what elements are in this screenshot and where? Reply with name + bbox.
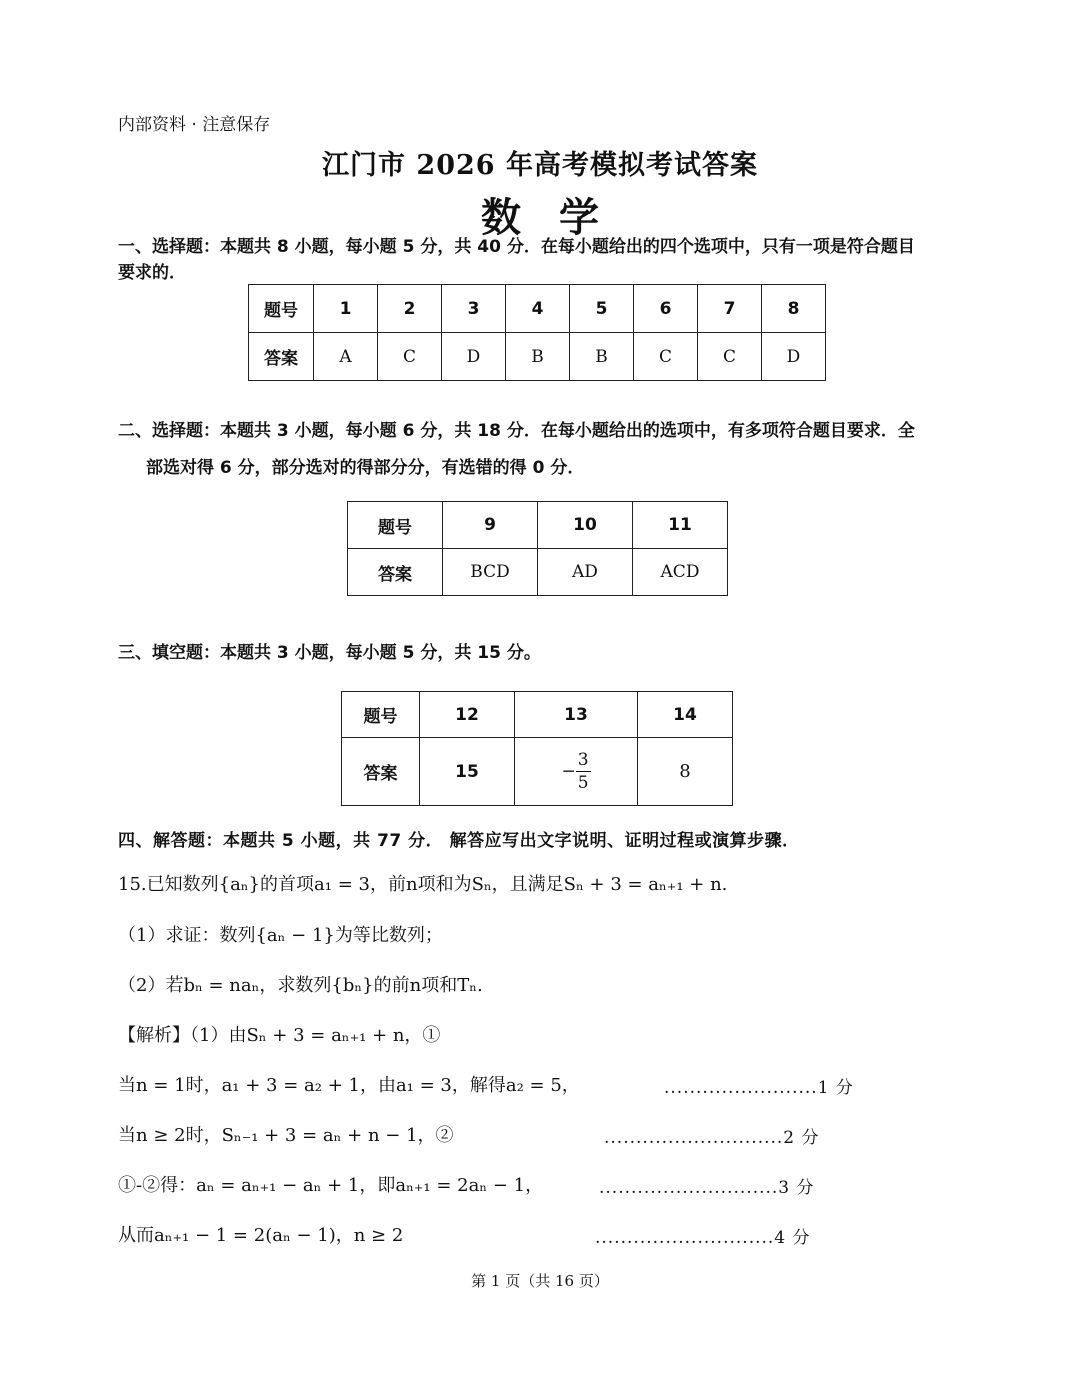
solution-step: 从而aₙ₊₁ − 1 = 2(aₙ − 1)，n ≥ 2	[118, 1225, 404, 1246]
question-number: 7	[698, 285, 762, 333]
fraction-denominator: 5	[577, 773, 589, 793]
problem-15-part1: （1）求证：数列{aₙ − 1}为等比数列；	[118, 925, 443, 946]
answer-cell: C	[634, 333, 698, 381]
solution-intro: 【解析】（1）由Sₙ + 3 = aₙ₊₁ + n，①	[118, 1025, 441, 1046]
answer-cell: D	[762, 333, 826, 381]
section2-answer-table	[347, 501, 728, 596]
answer-cell: B	[570, 333, 634, 381]
solution-step: 当n = 1时，a₁ + 3 = a₂ + 1，由a₁ = 3，解得a₂ = 5，	[118, 1075, 580, 1096]
question-number: 6	[634, 285, 698, 333]
step-score: ........................1 分	[664, 1078, 854, 1098]
answer-cell: 15	[420, 738, 515, 806]
answer-cell: BCD	[443, 549, 538, 596]
question-number: 1	[314, 285, 378, 333]
section3-heading: 三、填空题：本题共 3 小题，每小题 5 分，共 15 分。	[118, 643, 541, 663]
section2-heading: 二、选择题：本题共 3 小题，每小题 6 分，共 18 分．在每小题给出的选项中，有多项符合题目要求．全	[118, 421, 915, 441]
section1-heading-cont: 要求的．	[118, 263, 186, 283]
question-number: 4	[506, 285, 570, 333]
question-number: 10	[538, 502, 633, 549]
question-number: 11	[633, 502, 728, 549]
question-number: 2	[378, 285, 442, 333]
fraction	[576, 749, 591, 794]
question-number: 9	[443, 502, 538, 549]
answer-cell: A	[314, 333, 378, 381]
answer-cell: C	[698, 333, 762, 381]
answer-cell: 8	[638, 738, 733, 806]
question-number: 5	[570, 285, 634, 333]
table-header-number: 题号	[249, 285, 314, 333]
section2-heading-cont: 部选对得 6 分，部分选对的得部分分，有选错的得 0 分．	[146, 458, 585, 478]
answer-cell: C	[378, 333, 442, 381]
page-title: 江门市 2026 年高考模拟考试答案	[322, 150, 758, 181]
header-note: 内部资料 · 注意保存	[118, 115, 271, 135]
step-score: ............................2 分	[604, 1128, 820, 1148]
solution-step: ①-②得：aₙ = aₙ₊₁ − aₙ + 1，即aₙ₊₁ = 2aₙ − 1，	[118, 1175, 544, 1196]
answer-cell-fraction	[515, 738, 638, 806]
section1-heading: 一、选择题：本题共 8 小题，每小题 5 分，共 40 分．在每小题给出的四个选项中，只有一项是符合题目	[118, 237, 915, 257]
problem-15-part2: （2）若bₙ = naₙ，求数列{bₙ}的前n项和Tₙ.	[118, 975, 483, 996]
fraction-numerator: 3	[577, 750, 589, 770]
question-number: 13	[515, 692, 638, 738]
question-number: 8	[762, 285, 826, 333]
question-number: 3	[442, 285, 506, 333]
question-number: 14	[638, 692, 733, 738]
table-header-number: 题号	[348, 502, 443, 549]
answer-cell: ACD	[633, 549, 728, 596]
table-header-number: 题号	[342, 692, 420, 738]
minus-sign: −	[561, 761, 576, 782]
step-score: ............................3 分	[599, 1178, 815, 1198]
step-score: ............................4 分	[595, 1228, 811, 1248]
subject-title: 数学	[481, 194, 637, 241]
question-number: 12	[420, 692, 515, 738]
section3-answer-table	[341, 691, 733, 806]
table-header-answer: 答案	[249, 333, 314, 381]
page-footer: 第 1 页（共 16 页）	[471, 1272, 609, 1290]
table-header-answer: 答案	[348, 549, 443, 596]
answer-cell: D	[442, 333, 506, 381]
table-header-answer: 答案	[342, 738, 420, 806]
section4-heading: 四、解答题：本题共 5 小题，共 77 分． 解答应写出文字说明、证明过程或演算步骤．	[118, 831, 800, 851]
problem-15-statement: 15.已知数列{aₙ}的首项a₁ = 3，前n项和为Sₙ，且满足Sₙ + 3 = aₙ₊₁ + n.	[118, 874, 728, 895]
section1-answer-table	[248, 284, 826, 381]
solution-step: 当n ≥ 2时，Sₙ₋₁ + 3 = aₙ + n − 1，②	[118, 1125, 454, 1146]
answer-cell: AD	[538, 549, 633, 596]
answer-cell: B	[506, 333, 570, 381]
